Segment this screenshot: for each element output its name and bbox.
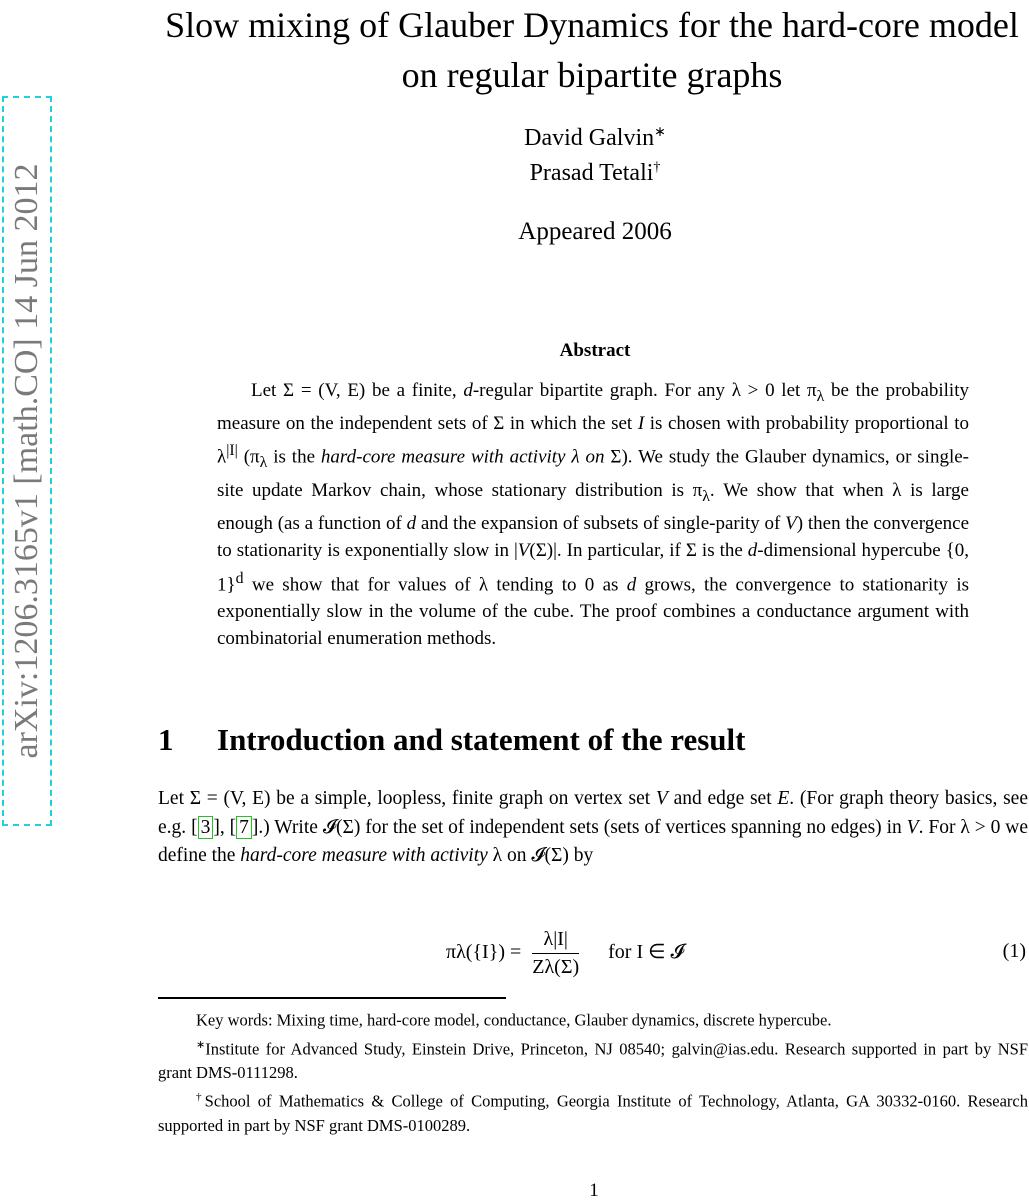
equation-body: [446, 928, 684, 979]
equation-condition: for I ∈ 𝓘: [608, 941, 685, 964]
arxiv-identifier: arXiv:1206.3165v1 [math.CO] 14 Jun 2012: [8, 163, 45, 759]
equation-numerator: λ|I|: [532, 928, 579, 954]
footnote-author-2: †School of Mathematics & College of Computing, Georgia Institute of Technology, Atlanta, GA 30332-0160. Research supported in part by NSF grant DMS-0100289.: [158, 1091, 1028, 1135]
footnotes: [158, 1004, 1028, 1138]
abstract-body: Let Σ = (V, E) be a finite, d-regular bipartite graph. For any λ > 0 let $\pi_\lambda$ be the probability measure on the independent sets of Σ in which the set I is chosen with probability proportional to $\lambda^{|I|}$ ($\pi_\lambda$ is the hard-core measure with activity λ on Σ). We study the Glauber dynamics, or single-site update Markov chain, whose stationary distribution is $\pi_\lambda$. We show that when λ is large enough (as a function of d and the expansion of subsets of single-parity of V) then the convergence to stationarity is exponentially slow in |V(Σ)|. In particular, if Σ is the d-dimensional hypercube {0, 1}$^d$ we show that for values of λ tending to 0 as d grows, the convergence to stationarity is exponentially slow in the volume of the cube. The proof combines a conductance argument with combinatorial enumeration methods.: [217, 380, 969, 650]
author-1: [300, 124, 890, 152]
equation-label: (1): [1002, 940, 1026, 962]
section-heading: [158, 722, 745, 758]
citation-link[interactable]: 7: [236, 816, 252, 839]
author-2: [300, 160, 890, 187]
author-name: David Galvin: [524, 125, 655, 151]
author-footnote-mark: †: [653, 160, 661, 175]
equation-1: [158, 918, 1028, 988]
author-name: Prasad Tetali: [529, 160, 654, 186]
equation-lhs: πλ({I}) =: [446, 941, 522, 964]
footnote-keywords: Key words: Mixing time, hard-core model, conductance, Glauber dynamics, discrete hypercube.: [196, 1010, 832, 1030]
footnote-rule: [158, 997, 506, 999]
citation-link[interactable]: 3: [198, 816, 214, 839]
arxiv-stamp: [2, 96, 52, 826]
footnote-author-1: ∗Institute for Advanced Study, Einstein Drive, Princeton, NJ 08540; galvin@ias.edu. Research supported in part by NSF grant DMS-0111298.: [158, 1038, 1028, 1082]
page-number: 1: [589, 1180, 599, 1201]
author-footnote-mark: ∗: [654, 125, 666, 140]
publication-date: Appeared 2006: [518, 218, 672, 245]
section-title: Introduction and statement of the result: [217, 722, 746, 757]
section-number: 1: [158, 722, 174, 757]
abstract-heading: Abstract: [559, 340, 631, 361]
intro-paragraph: Let Σ = (V, E) be a simple, loopless, finite graph on vertex set V and edge set E. (For graph theory basics, see e.g. [ 3 ], [ 7 ].) Write 𝓘(Σ) for the set of independent sets (sets of vertices spanning no edges) in V. For λ > 0 we define the hard-core measure with activity λ on 𝓘(Σ) by: [158, 788, 1029, 867]
equation-fraction: [532, 928, 579, 979]
paper-title: Slow mixing of Glauber Dynamics for the hard-core model on regular bipartite graphs: [165, 5, 1019, 95]
equation-denominator: Zλ(Σ): [532, 956, 580, 978]
